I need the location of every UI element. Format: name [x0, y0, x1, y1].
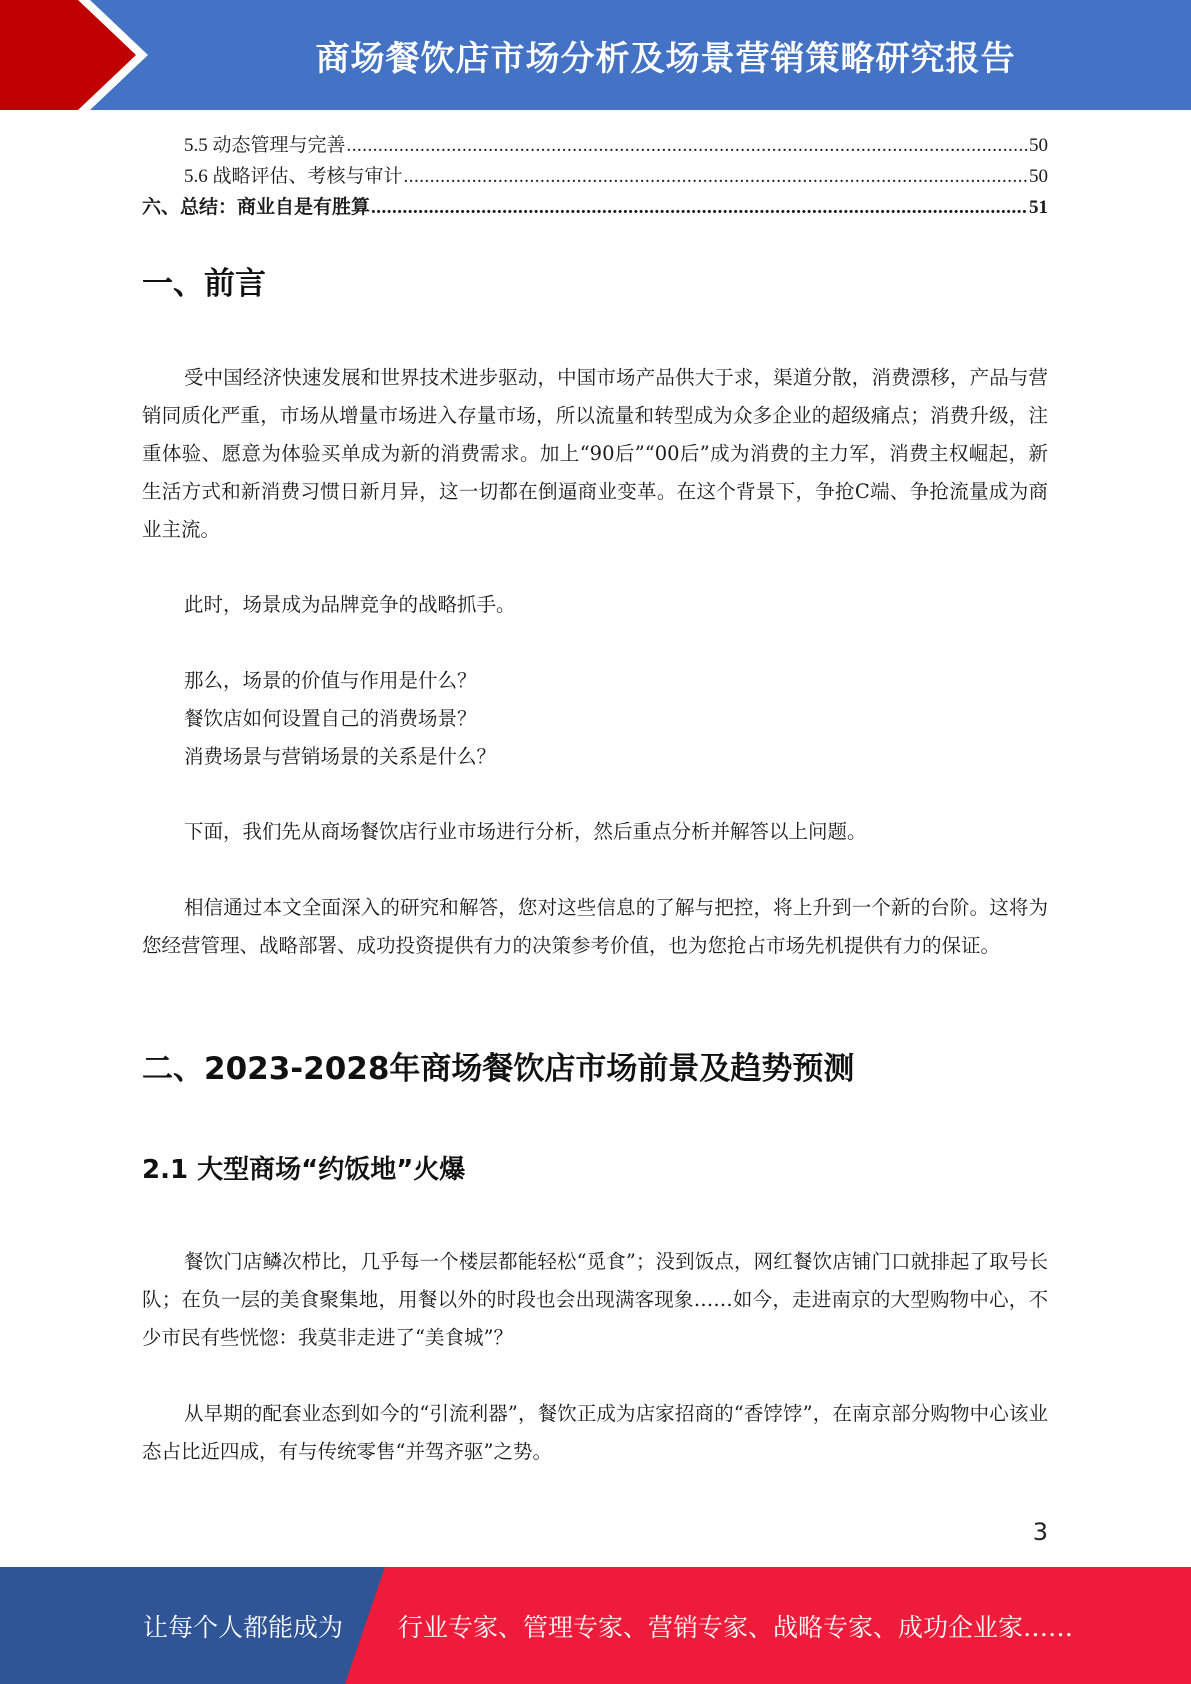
arrow-shape [0, 0, 136, 110]
preface-paragraph-1: 受中国经济快速发展和世界技术进步驱动，中国市场产品供大于求，渠道分散，消费漂移，产品与营销同质化严重，市场从增量市场进入存量市场，所以流量和转型成为众多企业的超级痛点；消费升级，注重体验、愿意为体验买单成为新的消费需求。加上“90后”“00后”成为消费的主力军，消费主权崛起，新生活方式和新消费习惯日新月异，这一切都在倒逼商业变革。在这个背景下，争抢C端、争抢流量成为商业主流。 [142, 366, 1048, 541]
subsection-heading-2-1: 2.1 大型商场“约饭地”火爆 [142, 1155, 466, 1185]
subsection-paragraph-1: 餐饮门店鳞次栉比，几乎每一个楼层都能轻松“觅食”；没到饭点，网红餐饮店铺门口就排起了取号长队；在负一层的美食聚集地，用餐以外的时段也会出现满客现象……如今，走进南京的大型购物中心，不少市民有些恍惚：我莫非走进了“美食城”？ [142, 1250, 1048, 1349]
toc-entry[interactable] [142, 161, 1048, 192]
section-heading-market-outlook: 二、2023-2028年商场餐饮店市场前景及趋势预测 [142, 1051, 855, 1087]
header-banner [0, 0, 1191, 110]
toc-entry[interactable] [142, 192, 1048, 223]
toc-entry[interactable] [142, 130, 1048, 161]
preface-paragraph-2: 此时，场景成为品牌竞争的战略抓手。 [184, 593, 516, 616]
toc-entry-page: 51 [1029, 197, 1048, 218]
toc-leader-dots [347, 130, 1028, 161]
question-line-1: 那么，场景的价值与作用是什么？ [184, 669, 477, 692]
question-line-3: 消费场景与营销场景的关系是什么？ [184, 745, 497, 768]
toc-entry-page: 50 [1029, 135, 1048, 156]
question-line-2: 餐饮店如何设置自己的消费场景？ [184, 707, 477, 730]
toc-leader-dots [371, 192, 1028, 223]
footer-slogan-right: 行业专家、管理专家、营销专家、战略专家、成功企业家…… [398, 1612, 1074, 1642]
subsection-paragraph-2: 从早期的配套业态到如今的“引流利器”，餐饮正成为店家招商的“香饽饽”，在南京部分购物中心该业态占比近四成，有与传统零售“并驾齐驱”之势。 [142, 1402, 1048, 1463]
toc-entry-label: 5.5 动态管理与完善 [184, 135, 346, 156]
table-of-contents [142, 130, 1048, 223]
toc-entry-label: 六、总结：商业自是有胜算 [142, 197, 371, 218]
toc-entry-label: 5.6 战略评估、考核与审计 [184, 166, 403, 187]
toc-leader-dots [404, 161, 1028, 192]
preface-paragraph-3: 下面，我们先从商场餐饮店行业市场进行分析，然后重点分析并解答以上问题。 [184, 820, 867, 843]
document-title: 商场餐饮店市场分析及场景营销策略研究报告 [315, 38, 1016, 79]
footer-banner [0, 1567, 1191, 1684]
section-heading-preface: 一、前言 [142, 266, 266, 302]
footer-slogan-left: 让每个人都能成为 [143, 1612, 344, 1642]
preface-paragraph-4: 相信通过本文全面深入的研究和解答，您对这些信息的了解与把控，将上升到一个新的台阶。这将为您经营管理、战略部署、成功投资提供有力的决策参考价值，也为您抢占市场先机提供有力的保证。 [142, 896, 1048, 957]
toc-entry-page: 50 [1029, 166, 1048, 187]
page-number: 3 [1032, 1518, 1048, 1546]
